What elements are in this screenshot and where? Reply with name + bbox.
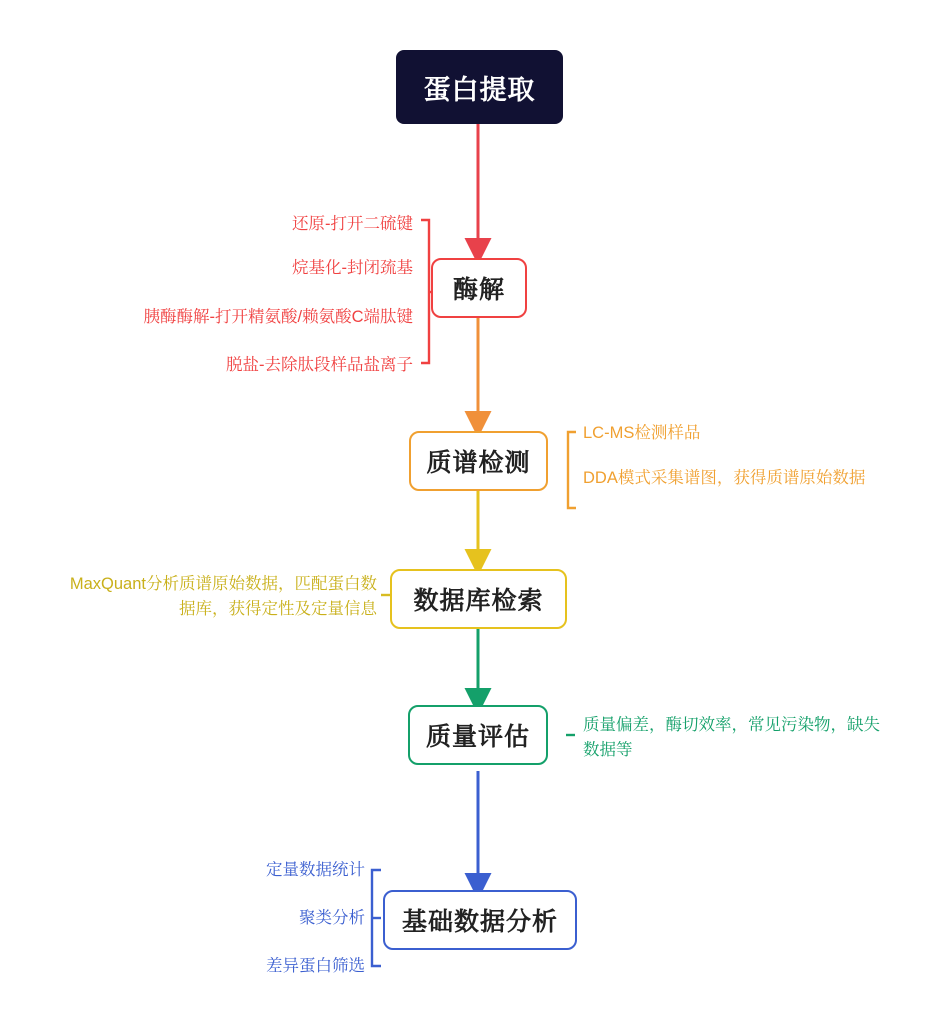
- node-quality-assessment-label: 质量评估: [425, 723, 530, 751]
- node-basic-data-analysis[interactable]: [383, 890, 577, 950]
- annotation-digestion-reduction: 还原-打开二硫键: [292, 215, 413, 233]
- annotation-digestion-desalting: 脱盐-去除肽段样品盐离子: [226, 356, 413, 374]
- annotation-digestion-trypsin: 胰酶酶解-打开精氨酸/赖氨酸C端肽键: [143, 308, 413, 326]
- node-protein-extraction[interactable]: [396, 50, 563, 124]
- node-enzymatic-digestion-label: 酶解: [452, 276, 505, 304]
- annotation-quality-metrics: 质量偏差，酶切效率，常见污染物，缺失数据等: [583, 716, 880, 759]
- node-ms-detection[interactable]: [409, 431, 548, 491]
- annotation-digestion-alkylation: 烷基化-封闭巯基: [292, 259, 413, 277]
- node-database-search[interactable]: [390, 569, 567, 629]
- annotation-database-maxquant: MaxQuant分析质谱原始数据，匹配蛋白数据库，获得定性及定量信息: [69, 575, 377, 618]
- node-quality-assessment[interactable]: [408, 705, 548, 765]
- annotation-analysis-quantitative: 定量数据统计: [266, 861, 365, 879]
- annotation-ms-lcms: LC-MS检测样品: [583, 424, 701, 442]
- node-protein-extraction-label: 蛋白提取: [423, 74, 536, 105]
- annotation-analysis-clustering: 聚类分析: [299, 909, 365, 927]
- annotation-analysis-differential: 差异蛋白筛选: [266, 957, 365, 975]
- node-ms-detection-label: 质谱检测: [426, 449, 531, 477]
- node-enzymatic-digestion[interactable]: [431, 258, 527, 318]
- node-basic-data-analysis-label: 基础数据分析: [401, 908, 558, 936]
- node-database-search-label: 数据库检索: [413, 587, 544, 615]
- annotation-ms-dda: DDA模式采集谱图，获得质谱原始数据: [583, 469, 866, 487]
